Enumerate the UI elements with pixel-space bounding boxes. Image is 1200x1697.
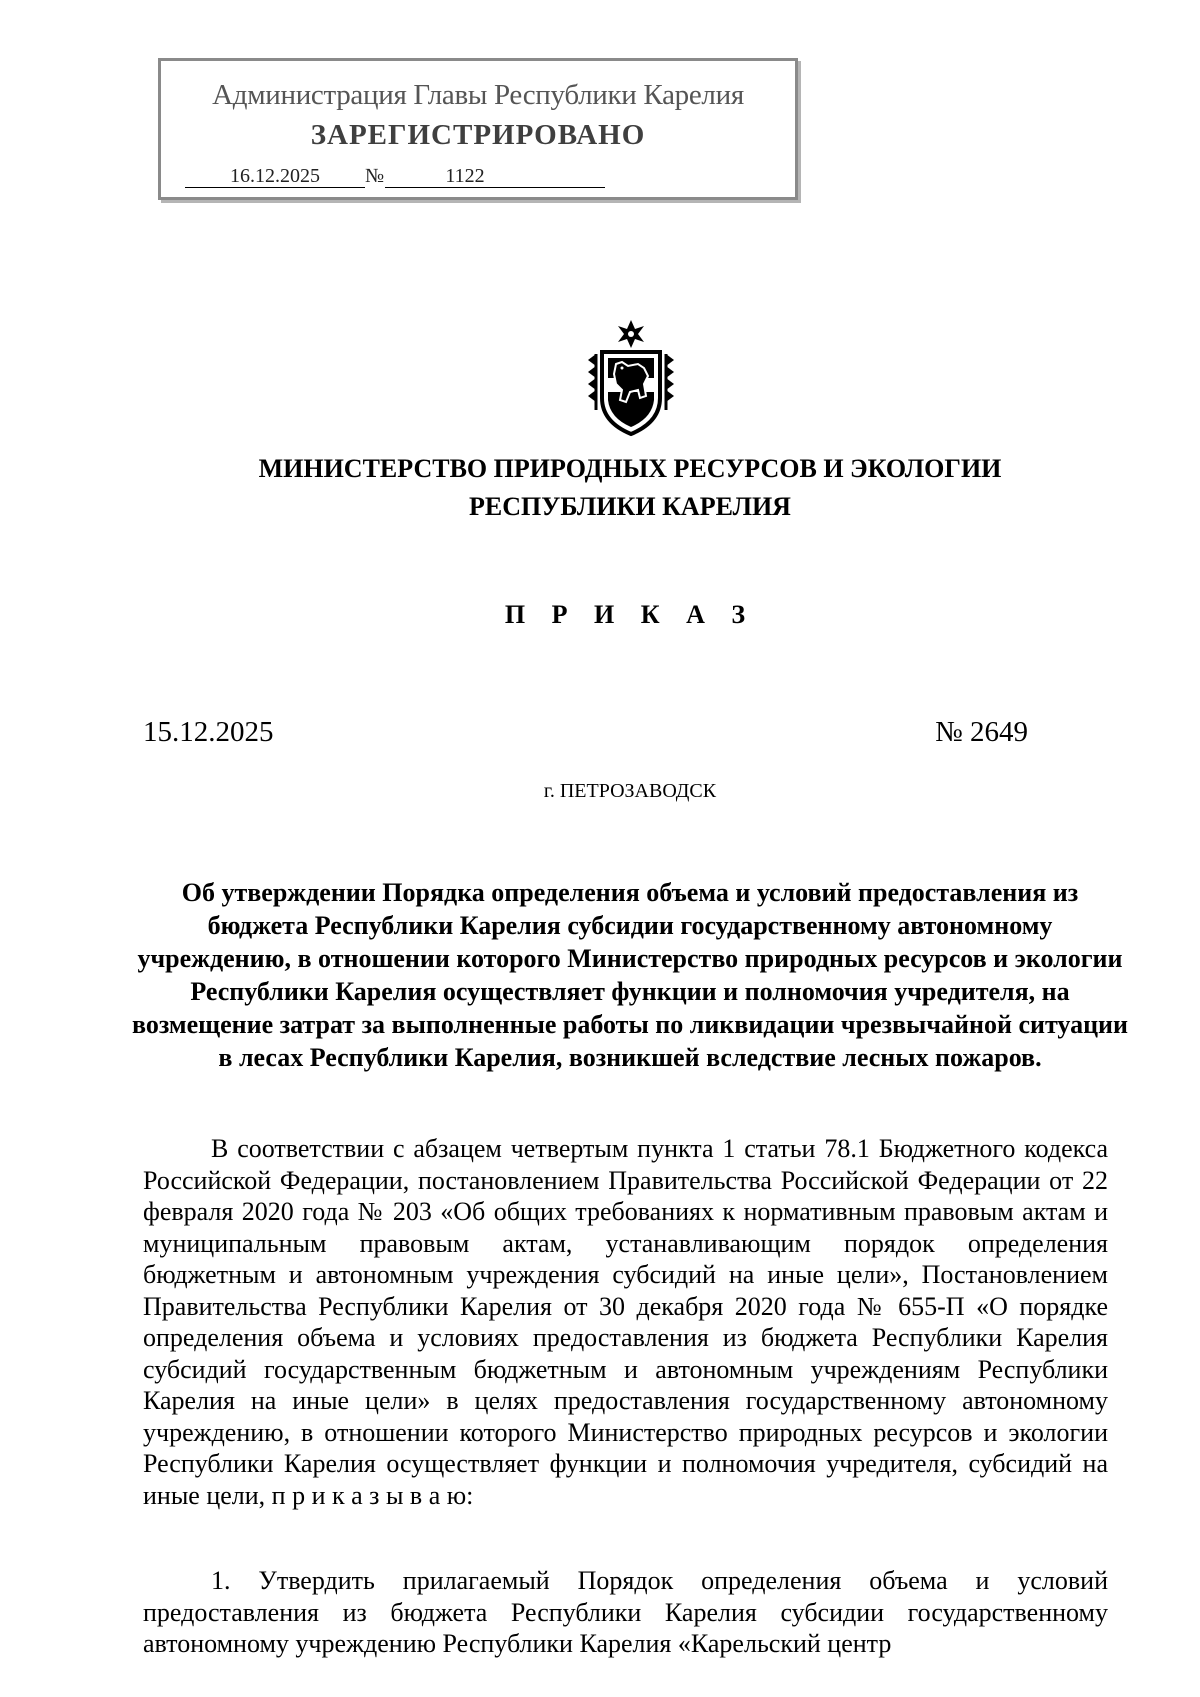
stamp-registration-row — [185, 165, 605, 188]
stamp-organization: Администрация Главы Республики Карелия — [212, 79, 744, 111]
city: г. ПЕТРОЗАВОДСК — [543, 780, 717, 802]
ministry-name-line2: РЕСПУБЛИКИ КАРЕЛИЯ — [469, 492, 791, 521]
ministry-name — [0, 450, 1200, 526]
registration-stamp — [158, 58, 798, 200]
karelia-coat-of-arms-icon — [586, 318, 676, 438]
order-date: 15.12.2025 — [143, 716, 274, 748]
order-subject: Об утверждении Порядка определения объема и условий предоставления из бюджета Республики Карелия субсидии государственному автономному учреждению, в отношении которого Министерство природных ресурсов и экологии Республики Карелия осуществляет функции и полномочия учредителя, на возмещение затрат за выполненные работы по ликвидации чрезвычайной ситуации в лесах Республики Карелия, возникшей вследствие лесных пожаров. — [131, 878, 1129, 1072]
body-paragraph-2: 1. Утвердить прилагаемый Порядок определения объема и условий предоставления из бюджета Республики Карелия субсидии государственному автономному учреждению Республики Карелия «Карельский центр — [143, 1566, 1108, 1658]
ministry-name-line1: МИНИСТЕРСТВО ПРИРОДНЫХ РЕСУРСОВ И ЭКОЛОГИИ — [258, 454, 1002, 483]
stamp-number-label: № — [365, 165, 385, 187]
order-number: № 2649 — [935, 716, 1028, 748]
stamp-date: 16.12.2025 — [185, 165, 365, 188]
stamp-number: 1122 — [385, 165, 605, 188]
body-paragraph-1: В соответствии с абзацем четвертым пункта 1 статьи 78.1 Бюджетного кодекса Российской Федерации, постановлением Правительства Российской Федерации от 22 февраля 2020 года № 203 «Об общих требованиях к нормативным правовым актам и муниципальным правовым актам, устанавливающим порядок определения бюджетным и автономным учреждения субсидий на иные цели», Постановлением Правительства Республики Карелия от 30 декабря 2020 года № 655-П «О порядке определения объема и условиях предоставления из бюджета Республики Карелия субсидий государственным бюджетным и автономным учреждениям Республики Карелия на иные цели» в целях предоставления государственному автономному учреждению, в отношении которого Министерство природных ресурсов и экологии Республики Карелия осуществляет функции и полномочия учредителя, субсидий на иные цели, п р и к а з ы в а ю: — [143, 1134, 1108, 1510]
document-type: П Р И К А З — [504, 600, 756, 629]
stamp-status: ЗАРЕГИСТРИРОВАНО — [310, 119, 646, 151]
